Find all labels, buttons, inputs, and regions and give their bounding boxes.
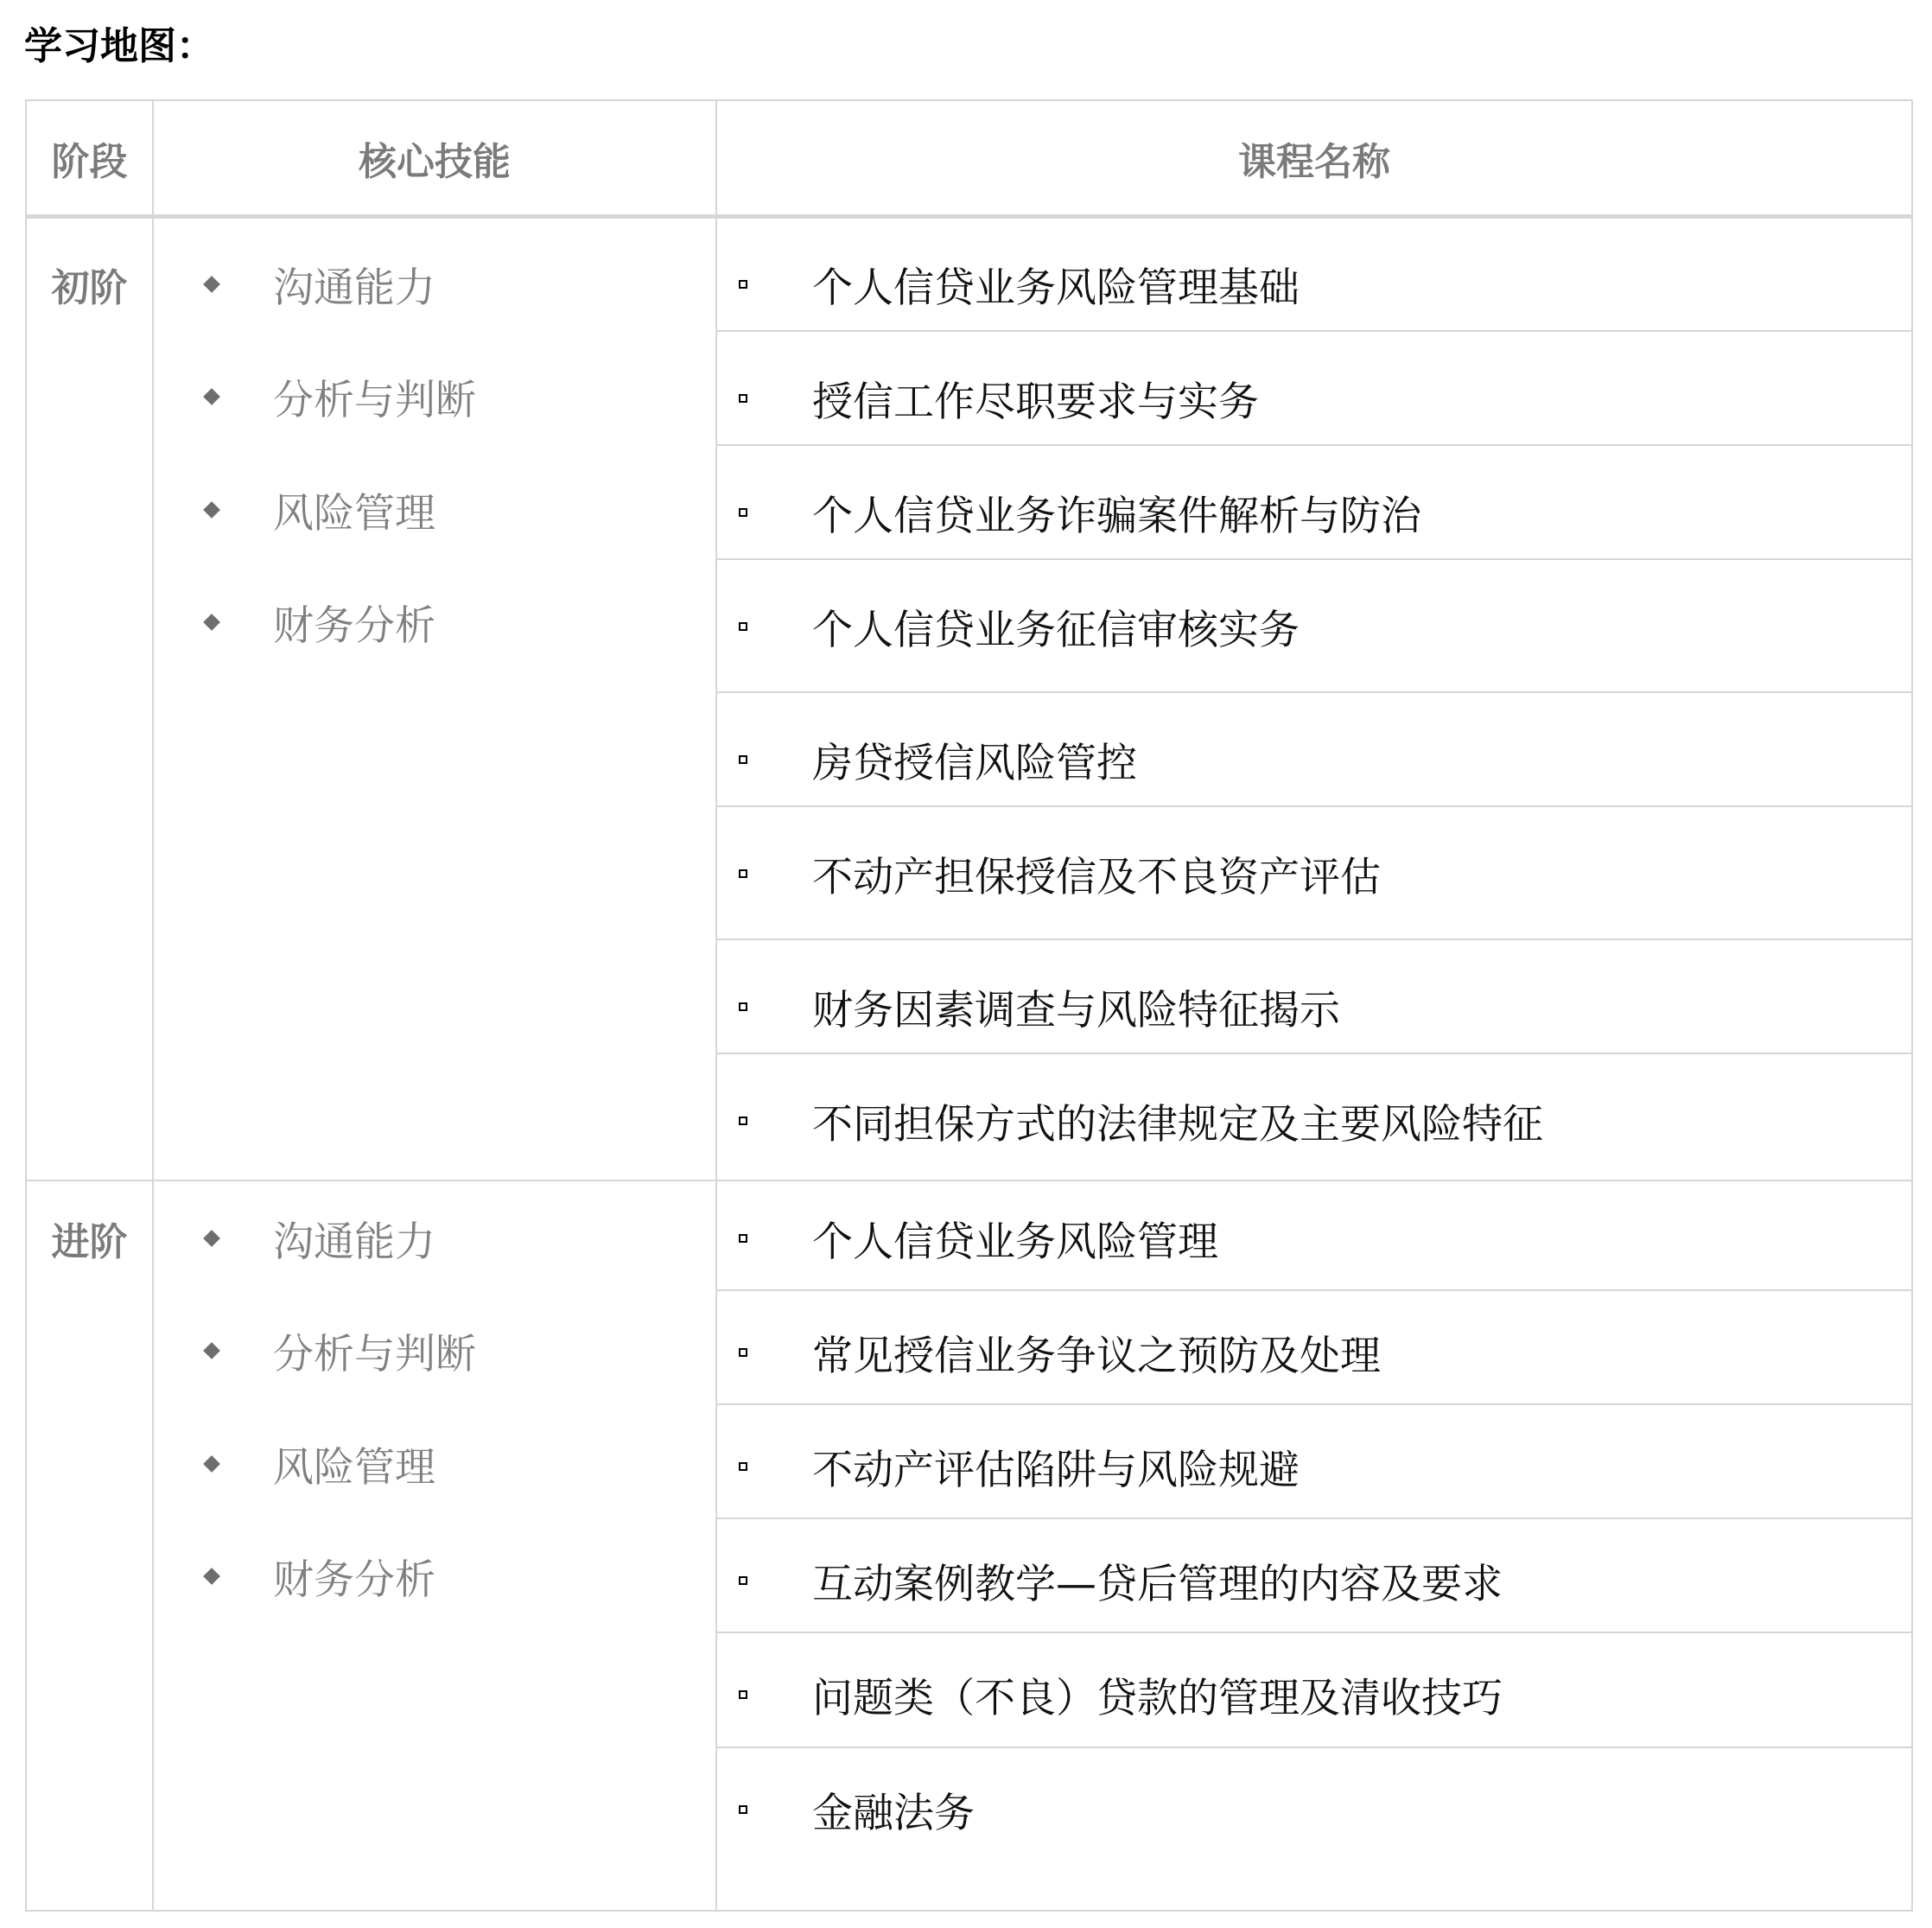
course-item <box>717 1181 1911 1291</box>
course-item <box>717 1519 1911 1633</box>
course-label: 问题类（不良）贷款的管理及清收技巧 <box>812 1674 1503 1722</box>
square-bullet-icon <box>739 394 747 403</box>
skill-label: 沟通能力 <box>273 264 435 312</box>
diamond-bullet-icon <box>203 1455 220 1473</box>
square-bullet-icon <box>739 869 747 878</box>
course-label: 房贷授信风险管控 <box>812 739 1137 787</box>
skill-item <box>154 1550 435 1604</box>
course-item <box>717 940 1911 1054</box>
skill-item <box>154 1438 435 1492</box>
course-item <box>717 219 1911 332</box>
diamond-bullet-icon <box>203 1342 220 1359</box>
skill-label: 沟通能力 <box>273 1218 435 1266</box>
course-label: 个人信贷业务诈骗案件解析与防治 <box>812 492 1421 540</box>
course-label: 个人信贷业务风险管理基础 <box>812 264 1300 312</box>
course-label: 授信工作尽职要求与实务 <box>812 378 1259 426</box>
course-label: 个人信贷业务征信审核实务 <box>812 606 1300 654</box>
square-bullet-icon <box>739 1576 747 1585</box>
square-bullet-icon <box>739 755 747 764</box>
course-item <box>717 693 1911 807</box>
square-bullet-icon <box>739 1234 747 1243</box>
course-item <box>717 1633 1911 1748</box>
skill-item <box>154 1212 435 1266</box>
course-item <box>717 332 1911 446</box>
square-bullet-icon <box>739 1002 747 1011</box>
diamond-bullet-icon <box>203 276 220 293</box>
diamond-bullet-icon <box>203 1230 220 1247</box>
square-bullet-icon <box>739 1805 747 1814</box>
course-label: 不动产评估陷阱与风险规避 <box>812 1446 1300 1494</box>
page-title: 学习地图： <box>24 24 214 68</box>
course-label: 金融法务 <box>812 1789 975 1837</box>
square-bullet-icon <box>739 1117 747 1125</box>
skill-label: 风险管理 <box>273 489 435 538</box>
square-bullet-icon <box>739 1348 747 1357</box>
stage-block-beginner <box>27 219 1911 1180</box>
diamond-bullet-icon <box>203 614 220 631</box>
course-item <box>717 807 1911 940</box>
stage-block-advanced <box>27 1181 1911 1910</box>
skill-item <box>154 596 435 650</box>
square-bullet-icon <box>739 622 747 631</box>
skill-label: 风险管理 <box>273 1443 435 1492</box>
course-item <box>717 560 1911 693</box>
course-label: 财务因素调查与风险特征揭示 <box>812 986 1340 1034</box>
skill-item <box>154 258 435 312</box>
course-label: 不同担保方式的法律规定及主要风险特征 <box>812 1100 1543 1149</box>
square-bullet-icon <box>739 1462 747 1471</box>
course-label: 不动产担保授信及不良资产评估 <box>812 853 1381 901</box>
header-stage: 阶段 <box>51 139 128 184</box>
header-skills: 核心技能 <box>359 139 511 184</box>
course-item <box>717 1054 1911 1180</box>
stage-label: 初阶 <box>51 266 128 310</box>
skill-label: 分析与判断 <box>273 376 476 424</box>
skill-label: 分析与判断 <box>273 1330 476 1378</box>
stage-label: 进阶 <box>51 1220 128 1264</box>
diamond-bullet-icon <box>203 1568 220 1585</box>
header-courses: 课程名称 <box>1238 139 1390 184</box>
skill-item <box>154 484 435 538</box>
course-label: 常见授信业务争议之预防及处理 <box>812 1332 1381 1380</box>
skill-label: 财务分析 <box>273 601 435 650</box>
diamond-bullet-icon <box>203 501 220 519</box>
learning-map-table <box>25 99 1913 1912</box>
course-item <box>717 1405 1911 1519</box>
course-label: 个人信贷业务风险管理 <box>812 1218 1218 1266</box>
square-bullet-icon <box>739 508 747 517</box>
course-item <box>717 446 1911 560</box>
square-bullet-icon <box>739 280 747 289</box>
square-bullet-icon <box>739 1690 747 1699</box>
course-item <box>717 1748 1911 1910</box>
diamond-bullet-icon <box>203 388 220 405</box>
skill-item <box>154 1325 476 1378</box>
skill-label: 财务分析 <box>273 1556 435 1604</box>
table-header <box>27 101 1911 219</box>
skill-item <box>154 371 476 424</box>
course-item <box>717 1291 1911 1405</box>
course-label: 互动案例教学—贷后管理的内容及要求 <box>812 1560 1503 1608</box>
